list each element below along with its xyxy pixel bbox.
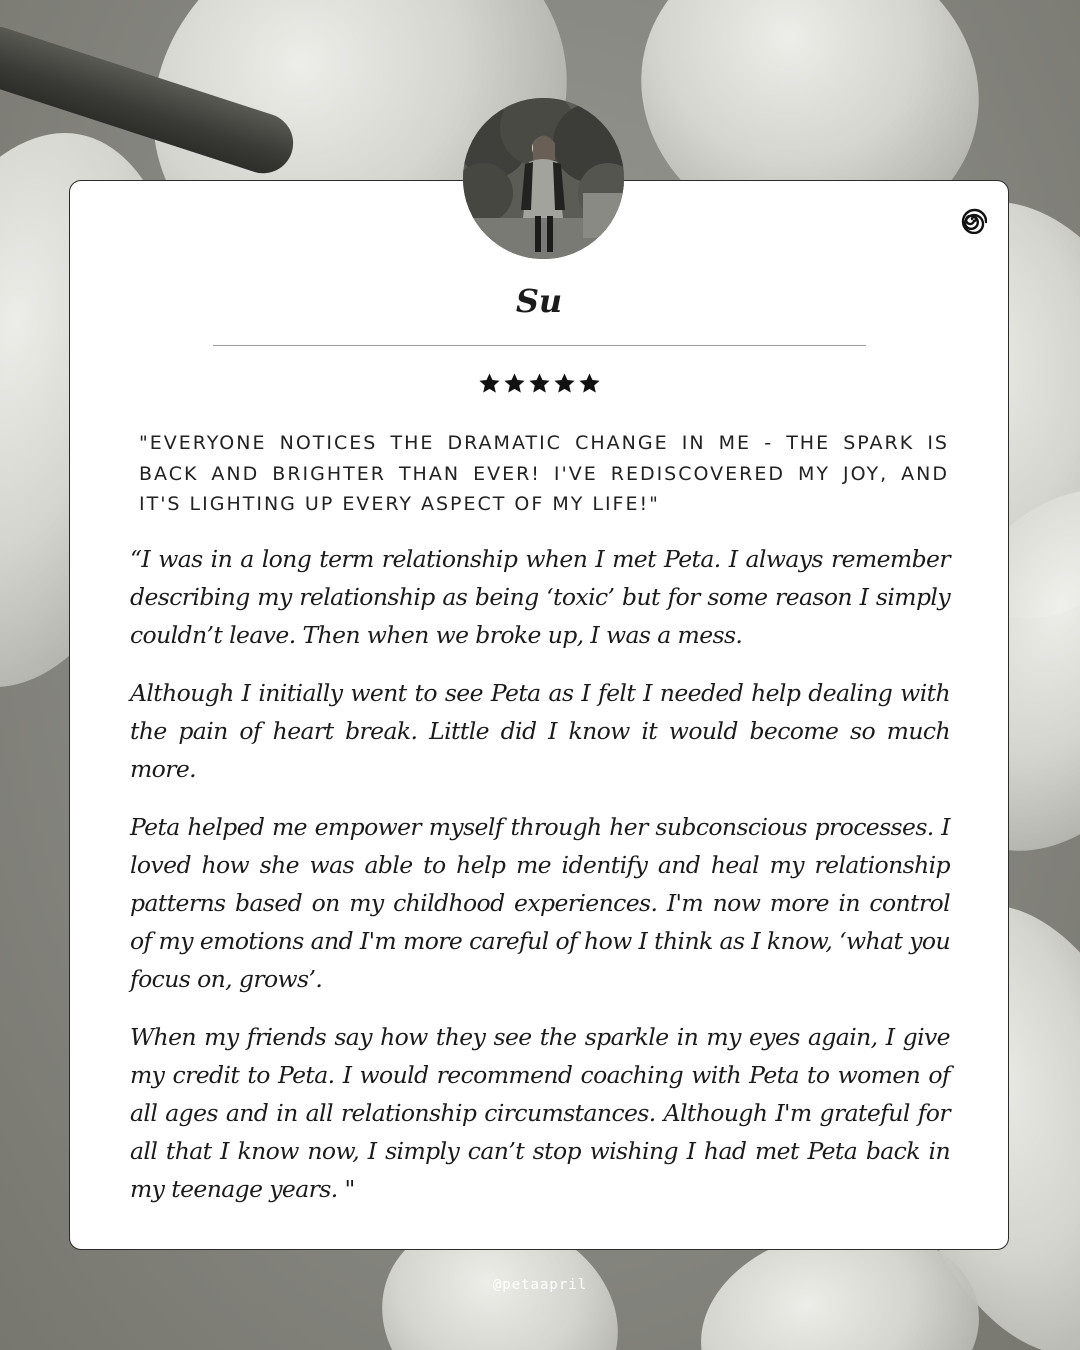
spiral-icon (957, 204, 987, 234)
star-icon (528, 372, 551, 395)
social-handle: @petaapril (492, 1277, 588, 1293)
testimonial-body (130, 540, 950, 1228)
star-rating (69, 372, 1009, 395)
star-icon (503, 372, 526, 395)
testimonial-paragraph: When my friends say how they see the sparkle in my eyes again, I give my credit to Peta. I would recommend coaching with Peta to women of all ages and in all relationship circumstances. Although I'm grateful for all that I know now, I simply can’t stop wishing I had met Peta back in my teenage years. " (130, 1023, 950, 1203)
avatar (463, 98, 624, 259)
star-icon (478, 372, 501, 395)
testimonial-paragraph: Although I initially went to see Peta as I felt I needed help dealing with the pain of heart break. Little did I know it would become so much more. (130, 679, 950, 783)
testimonial-paragraph: Peta helped me empower myself through her subconscious processes. I loved how she was able to help me identify and heal my relationship patterns based on my childhood experiences. I'm now more in control of my emotions and I'm more careful of how I think as I know, ‘what you focus on, grows’. (130, 813, 950, 993)
star-icon (578, 372, 601, 395)
headline-quote: "EVERYONE NOTICES THE DRAMATIC CHANGE IN ME - THE SPARK IS BACK AND BRIGHTER THAN EVER! I'VE REDISCOVERED MY JOY, AND IT'S LIGHTING UP EVERY ASPECT OF MY LIFE!" (139, 432, 949, 515)
reviewer-name: Su (515, 282, 563, 320)
star-icon (553, 372, 576, 395)
divider (213, 345, 866, 346)
testimonial-paragraph: “I was in a long term relationship when I met Peta. I always remember describing my relationship as being ‘toxic’ but for some reason I simply couldn’t leave. Then when we broke up, I was a mess. (130, 545, 950, 649)
